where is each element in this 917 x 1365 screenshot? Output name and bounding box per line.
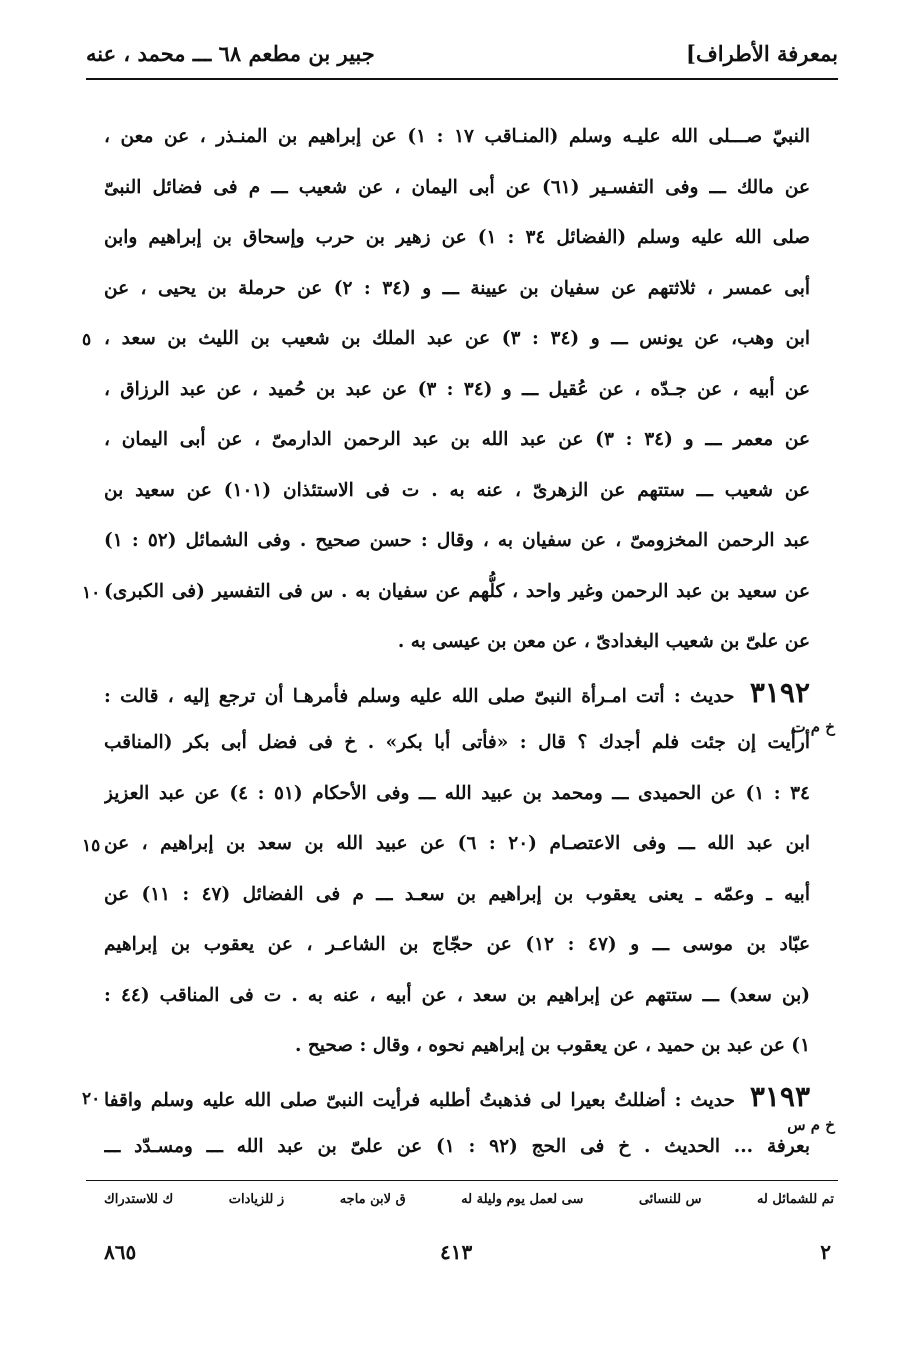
hadith-number: ٣١٩٣ — [749, 1079, 810, 1113]
footnote-item: تم للشمائل له — [756, 1192, 834, 1207]
footnote-item: ق لابن ماجه — [339, 1192, 406, 1207]
hadith-label: حديث : — [673, 685, 735, 707]
hadith-3193-sigla: خ م س — [787, 1116, 835, 1134]
text-line: عن مالك ـــ وفى التفسـير (٦١) عن أبى اليمان ، عن شعيب ـــ م فى فضائل النبىّ — [104, 176, 810, 198]
header-title-left: جبير بن مطعم ٦٨ ـــ محمد ، عنه — [86, 40, 375, 66]
main-text — [104, 112, 810, 1173]
text-line: ابن وهب، عن يونس ـــ و (٣٤ : ٣) عن عبد الملك بن شعيب بن الليث بن سعد ، — [104, 328, 810, 349]
text-line: بعرفة ... الحديث . خ فى الحج (٩٢ : ١) عن علىّ بن عبد الله ـــ ومسـدّد ـــ — [104, 1136, 810, 1157]
text-line: عن أبيه ، عن جـدّه ، عن عُقيل ـــ و (٣٤ : ٣) عن عبد بن حُميد ، عن عبد الرزاق ، — [104, 378, 810, 400]
text-line: أبى عمسر ، ثلاثتهم عن سفيان بن عيينة ـــ و (٣٤ : ٢) عن حرملة بن يحيى ، عن — [104, 277, 810, 299]
running-header — [86, 34, 838, 72]
text-line: (بن سعد) ـــ ستتهم عن إبراهيم بن سعد ، عن أبيه ، عنه به . ت فى المناقب (٤٤ : — [104, 984, 810, 1006]
line-number-15: ١٥ — [82, 836, 101, 856]
text-line: عن معمر ـــ و (٣٤ : ٣) عن عبد الله بن عبد الرحمن الدارمىّ ، عن أبى اليمان ، — [104, 429, 810, 450]
line-number-10: ١٠ — [82, 583, 101, 603]
text-line: ابن عبد الله ـــ وفى الاعتصـام (٢٠ : ٦) عن عبيد الله بن سعد بن إبراهيم ، عن — [104, 833, 810, 854]
footnote-item: ك للاستدراك — [104, 1192, 174, 1207]
text-line: ٣٤ : ١) عن الحميدى ـــ ومحمد بن عبيد الله ـــ وفى الأحكام (٥١ : ٤) عن عبد العزيز — [104, 782, 810, 804]
header-divider — [86, 78, 838, 80]
hadith-3192-sigla: خ م ت — [791, 718, 835, 736]
footnote-item: سى لعمل يوم وليلة له — [461, 1192, 584, 1207]
text-line: عن شعيب ـــ ستتهم عن الزهرىّ ، عنه به . ت فى الاستئذان (١٠١) عن سعيد بن — [104, 479, 810, 501]
hadith-3193-first-line — [104, 1072, 810, 1123]
page-number-left: ٨٦٥ — [104, 1240, 137, 1264]
text-line: عبد الرحمن المخزومىّ ، عن سفيان به ، وقال : حسن صحيح . وفى الشمائل (٥٢ : ١) — [104, 530, 810, 551]
footnote-item: ز للزيادات — [228, 1192, 285, 1207]
page-number-center: ٤١٣ — [440, 1240, 473, 1264]
line-number-20: ٢٠ — [82, 1089, 101, 1109]
hadith-text: أضللتُ بعيرا لى فذهبتُ أطلبه فرأيت النبىّ صلى الله عليه وسلم واقفا — [104, 1089, 666, 1111]
footnote-item: س للنسائى — [638, 1192, 702, 1207]
hadith-3192-first-line — [104, 668, 810, 719]
line-number-5: ٥ — [82, 330, 92, 350]
hadith-text: أتت امـرأة النبىّ صلى الله عليه وسلم فأمرهـا أن ترجع إليه ، قالت : — [104, 685, 665, 707]
hadith-number: ٣١٩٢ — [749, 675, 810, 709]
text-line: عن سعيد بن عبد الرحمن وغير واحد ، كلُّهم عن سفيان به . س فى التفسير (فى الكبرى) — [104, 580, 810, 602]
text-line: ١) عن عبد بن حميد ، عن يعقوب بن إبراهيم نحوه ، وقال : صحيح . — [294, 1035, 810, 1056]
text-line: النبيّ صـــلى الله عليـه وسلم (المنـاقب ١٧ : ١) عن إبراهيم بن المنـذر ، عن معن ، — [104, 126, 810, 147]
footnote-divider — [86, 1180, 838, 1181]
text-line: صلى الله عليه وسلم (الفضائل ٣٤ : ١) عن زهير بن حرب وإسحاق بن إبراهيم وابن — [104, 227, 810, 248]
text-line: عن علىّ بن شعيب البغدادىّ ، عن معن بن عيسى به . — [397, 631, 810, 652]
header-title-right: بمعرفة الأطراف] — [686, 40, 838, 66]
text-line: عبّاد بن موسى ـــ و (٤٧ : ١٢) عن حجّاج بن الشاعـر ، عن يعقوب بن إبراهيم — [104, 934, 810, 955]
page-number-right: ٢ — [820, 1240, 831, 1264]
hadith-label: حديث : — [674, 1089, 735, 1111]
text-line: أبيه ـ وعمّه ـ يعنى يعقوب بن إبراهيم بن سعـد ـــ م فى الفضائل (٤٧ : ١١) عن — [104, 883, 810, 905]
text-line: أرأيت إن جئت فلم أجدك ؟ قال : «فأتى أبا بكر» . خ فى فضل أبى بكر (المناقب — [104, 732, 810, 753]
abbreviations-footnote — [104, 1192, 834, 1207]
